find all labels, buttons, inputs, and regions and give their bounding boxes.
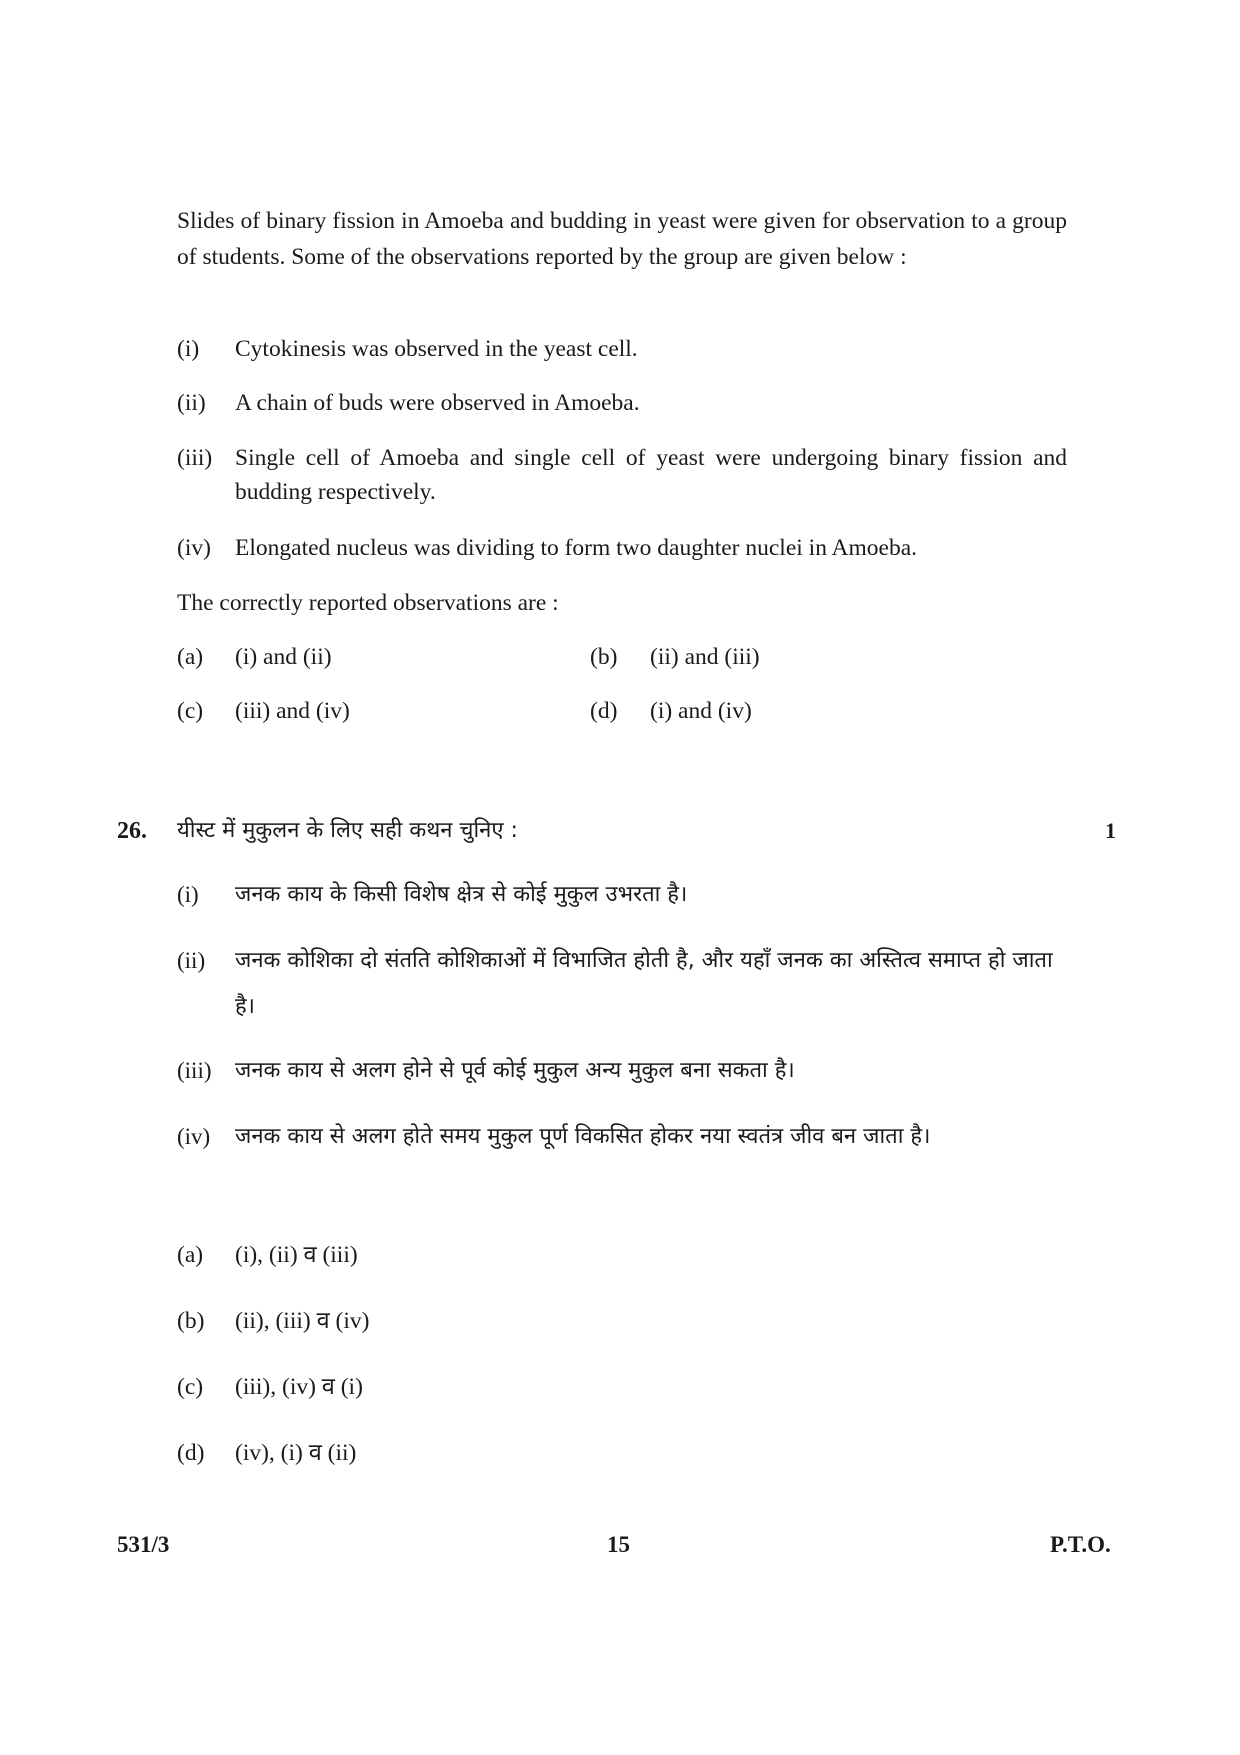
question-intro: Slides of binary fission in Amoeba and budding in yeast were given for observation to a group of students. Some of the observations reported by the group are given below : [177,208,1067,270]
option-text: (iii) and (iv) [235,698,350,724]
question-text: यीस्ट में मुकुलन के लिए सही कथन चुनिए : [177,818,518,843]
option-label: (a) [177,1242,204,1268]
observation-text: Cytokinesis was observed in the yeast cell. [235,336,638,362]
option-text: (i), (ii) व (iii) [235,1242,358,1268]
option-label: (b) [590,644,618,670]
option-text: (ii), (iii) व (iv) [235,1308,370,1334]
pto-label: P.T.O. [1050,1532,1111,1557]
option-text: (ii) and (iii) [650,644,760,670]
option-text: (i) and (iv) [650,698,752,724]
page-number: 15 [607,1532,630,1557]
question-prompt: The correctly reported observations are : [177,590,559,616]
statement-number: (i) [177,882,199,907]
option-text: (iii), (iv) व (i) [235,1374,363,1400]
question-number: 26. [117,818,147,844]
paper-code: 531/3 [117,1532,170,1557]
observation-number: (iii) [177,445,213,471]
statement-number: (iii) [177,1058,212,1083]
option-label: (b) [177,1308,205,1334]
observation-text: Single cell of Amoeba and single cell of yeast were undergoing binary fission and budding respectively. [235,445,1067,505]
option-label: (c) [177,698,204,724]
observation-text: A chain of buds were observed in Amoeba. [235,390,640,416]
question-marks: 1 [1105,818,1116,843]
option-label: (a) [177,644,204,670]
statement-number: (iv) [177,1124,211,1149]
option-label: (d) [177,1440,205,1466]
observation-text: Elongated nucleus was dividing to form two daughter nuclei in Amoeba. [235,535,918,561]
option-text: (iv), (i) व (ii) [235,1440,357,1466]
observation-number: (iv) [177,535,211,561]
option-text: (i) and (ii) [235,644,332,670]
statement-number: (ii) [177,948,206,973]
observation-number: (ii) [177,390,206,416]
observation-number: (i) [177,336,200,362]
statement-text: जनक कोशिका दो संतति कोशिकाओं में विभाजित होती है, और यहाँ जनक का अस्तित्व समाप्त हो जाता है। [235,948,1053,1019]
statement-text: जनक काय से अलग होते समय मुकुल पूर्ण विकसित होकर नया स्वतंत्र जीव बन जाता है। [235,1124,931,1149]
statement-text: जनक काय से अलग होने से पूर्व कोई मुकुल अन्य मुकुल बना सकता है। [235,1058,795,1083]
option-label: (d) [590,698,618,724]
option-label: (c) [177,1374,204,1400]
statement-text: जनक काय के किसी विशेष क्षेत्र से कोई मुकुल उभरता है। [235,882,688,907]
